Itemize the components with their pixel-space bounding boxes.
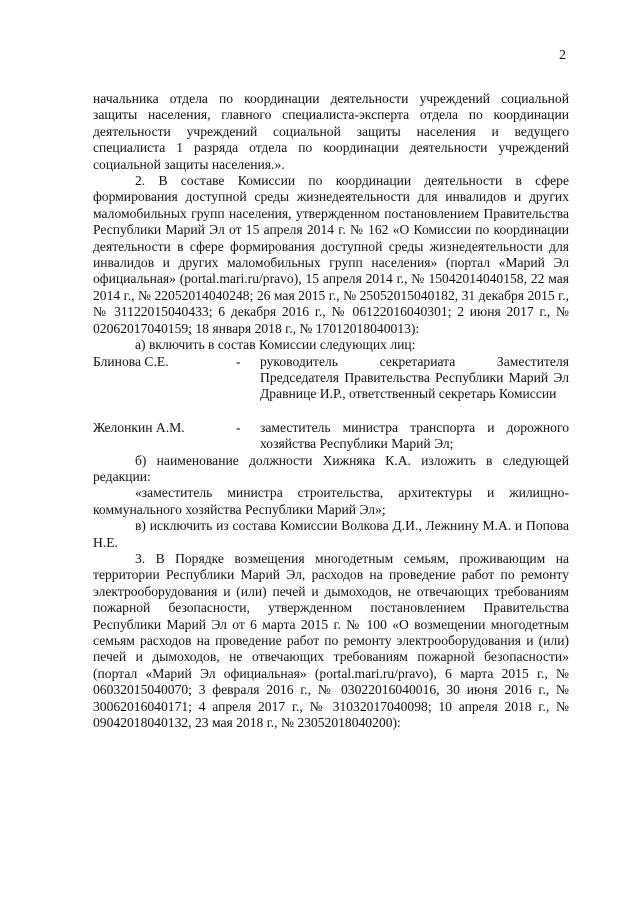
person-name: Желонкин А.М.: [93, 419, 185, 435]
person-role: руководитель секретариата Заместителя Председателя Правительства Республики Марий Эл Дравнице И.Р., ответственный секретарь Комиссии: [260, 353, 569, 402]
document-body: [93, 91, 569, 731]
item-2-paragraph: 2. В составе Комиссии по координации деятельности в сфере формирования доступной среды жизнедеятельности для инвалидов и других маломобильных групп населения, утвержденном постановлением Правительства Республики Марий Эл от 15 апреля 2014 г. № 162 «О Комиссии по координации деятельности в сфере формирования доступной среды жизнедеятельности для инвалидов и других маломобильных групп населения» (портал «Марий Эл официальная» (portal.mari.ru/pravo), 15 апреля 2014 г., № 15042014040158, 22 мая 2014 г., № 22052014040248; 26 мая 2015 г., № 25052015040182, 31 декабря 2015 г., № 31122015040433; 6 декабря 2016 г., № 06122016040301; 2 июня 2017 г., № 02062017040159; 18 января 2018 г., № 17012018040013):: [93, 173, 569, 336]
subitem-a: а) включить в состав Комиссии следующих лиц:: [135, 337, 416, 353]
person-dash: -: [236, 419, 241, 435]
intro-paragraph: начальника отдела по координации деятельности учреждений социальной защиты населения, главного специалиста-эксперта отдела по координации деятельности учреждений социальной защиты населения и ведущего специалиста 1 разряда отдела по координации деятельности учреждений социальной защиты населения.».: [93, 91, 569, 172]
subitem-b-quote: «заместитель министра строительства, архитектуры и жилищно-коммунального хозяйства Республики Марий Эл»;: [93, 485, 569, 517]
spacer: [93, 403, 569, 420]
subitem-b: б) наименование должности Хижняка К.А. изложить в следующей редакции:: [93, 452, 569, 484]
person-dash: -: [236, 353, 241, 369]
subitem-v: в) исключить из состава Комиссии Волкова Д.И., Лежнину М.А. и Попова Н.Е.: [93, 518, 569, 550]
person-entry: [93, 354, 569, 403]
person-role: заместитель министра транспорта и дорожного хозяйства Республики Марий Эл;: [260, 419, 569, 452]
person-entry: [93, 420, 569, 453]
person-name: Блинова С.Е.: [93, 353, 169, 369]
page-number: 2: [559, 48, 566, 63]
item-3-paragraph: 3. В Порядке возмещения многодетным семьям, проживающим на территории Республики Марий Эл, расходов на проведение работ по ремонту электрооборудования и (или) печей и дымоходов, не отвечающих требованиям пожарной безопасности, утвержденном постановлением Правительства Республики Марий Эл от 6 марта 2015 г. № 100 «О возмещении многодетным семьям расходов на проведение работ по ремонту электрооборудования и (или) печей и дымоходов, не отвечающих требованиям пожарной безопасности» (портал «Марий Эл официальная» (portal.mari.ru/pravo), 6 марта 2015 г., № 06032015040070; 3 февраля 2016 г., № 03022016040016, 30 июня 2016 г., № 30062016040171; 4 апреля 2017 г., № 31032017040098; 10 апреля 2018 г., № 09042018040132, 23 мая 2018 г., № 23052018040200):: [93, 550, 569, 731]
